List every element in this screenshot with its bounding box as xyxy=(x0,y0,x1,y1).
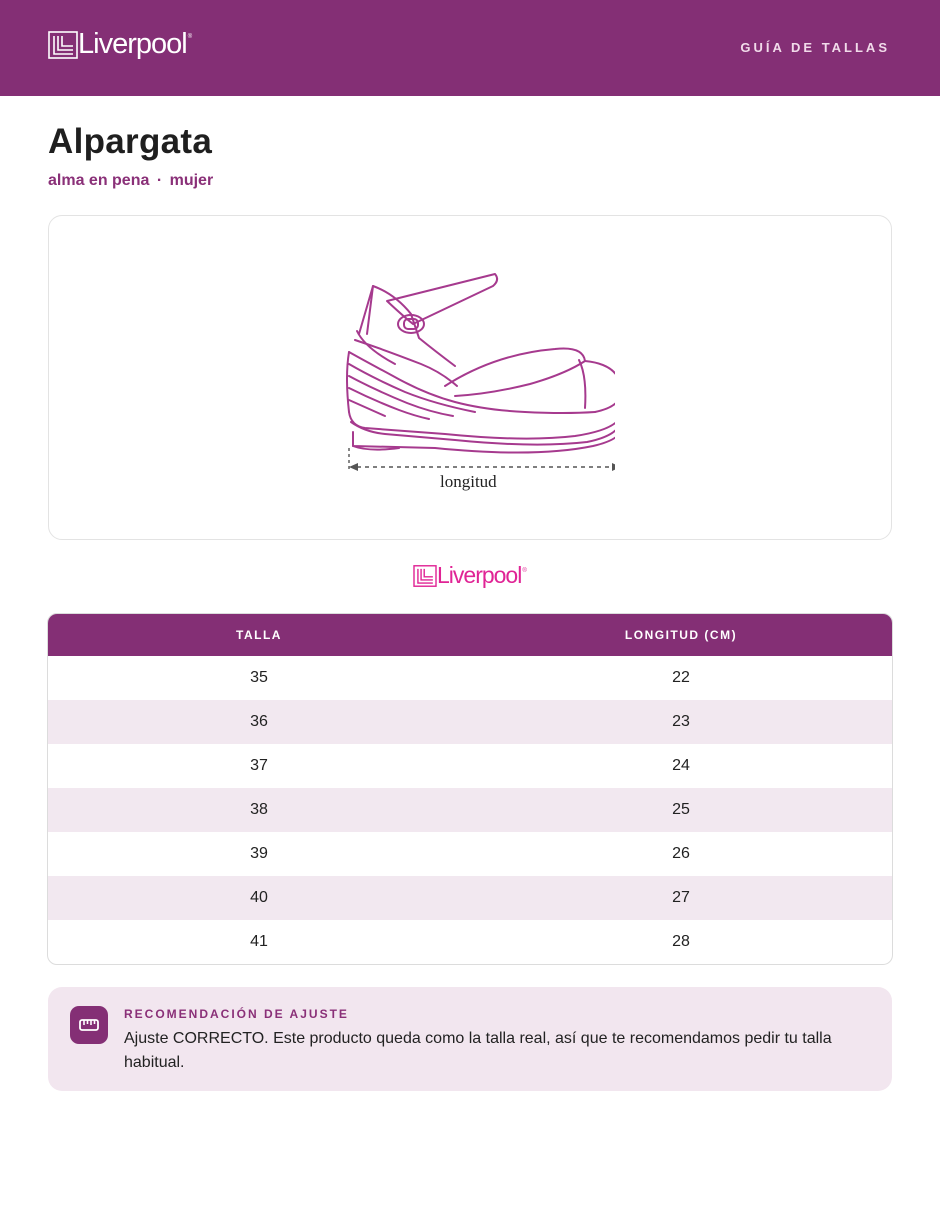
recommendation-text: Ajuste CORRECTO. Este producto queda como la talla real, así que te recomendamos pedir tu talla habitual. xyxy=(124,1030,832,1071)
liverpool-logo-mark-icon xyxy=(48,31,78,59)
measurement-label: longitud xyxy=(440,472,497,491)
recommendation-title: RECOMENDACIÓN DE AJUSTE xyxy=(124,1007,349,1021)
length-cell: 23 xyxy=(470,700,892,744)
size-guide-link[interactable]: GUÍA DE TALLAS xyxy=(740,40,890,55)
liverpool-logo-mark-icon xyxy=(413,565,437,587)
length-cell: 24 xyxy=(672,757,690,774)
liverpool-logo-text: Liverpool xyxy=(78,28,187,60)
size-cell: 35 xyxy=(250,669,268,686)
header-bar xyxy=(0,0,940,96)
table-row xyxy=(48,832,892,876)
size-cell: 38 xyxy=(48,788,470,832)
size-cell: 39 xyxy=(250,845,268,862)
length-cell: 26 xyxy=(672,845,690,862)
length-cell: 22 xyxy=(672,669,690,686)
table-row xyxy=(48,920,892,964)
product-gender: mujer xyxy=(169,172,214,189)
product-subtitle xyxy=(48,172,213,190)
table-row xyxy=(48,656,892,700)
measurement-illustration-card xyxy=(48,215,892,540)
length-cell: 27 xyxy=(470,876,892,920)
size-cell: 41 xyxy=(250,933,268,950)
liverpool-logo[interactable]: Liverpool ® xyxy=(48,30,192,59)
subtitle-separator: · xyxy=(156,172,163,189)
column-header-talla: TALLA xyxy=(48,614,470,656)
table-row xyxy=(48,700,892,744)
size-cell: 36 xyxy=(48,700,470,744)
product-brand[interactable]: alma en pena xyxy=(48,172,150,189)
size-cell: 37 xyxy=(250,757,268,774)
fit-recommendation-box xyxy=(48,987,892,1091)
length-cell: 28 xyxy=(672,933,690,950)
espadrille-shoe-illustration-icon xyxy=(325,236,615,506)
table-row xyxy=(48,744,892,788)
liverpool-brand-logo-text: Liverpool xyxy=(437,562,522,588)
ruler-icon xyxy=(70,1006,108,1044)
column-header-longitud: LONGITUD (CM) xyxy=(470,614,892,656)
page-title: Alpargata xyxy=(48,122,213,161)
size-cell: 40 xyxy=(48,876,470,920)
size-table xyxy=(47,613,893,965)
liverpool-brand-logo: Liverpool ® xyxy=(413,564,527,587)
table-row xyxy=(48,788,892,832)
table-row xyxy=(48,876,892,920)
length-cell: 25 xyxy=(470,788,892,832)
table-header-row xyxy=(48,614,892,656)
